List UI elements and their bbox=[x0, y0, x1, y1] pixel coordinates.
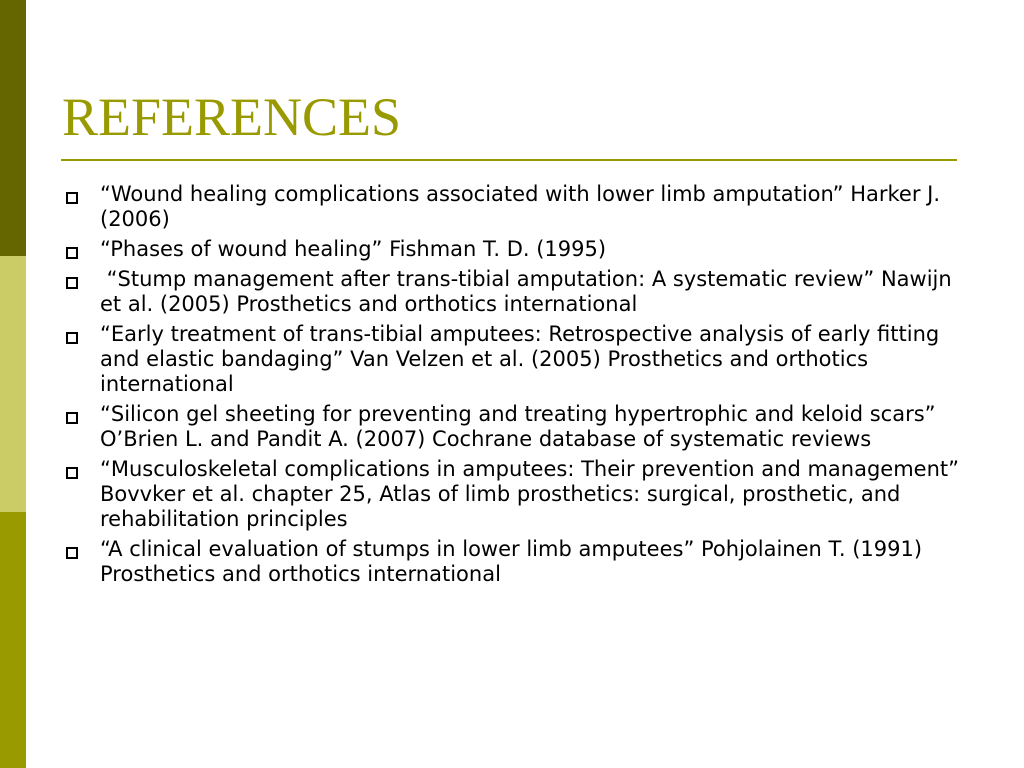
list-item bbox=[66, 402, 966, 452]
reference-text: “Musculoskeletal complications in amputees: Their prevention and management” Bovvker et al. chapter 25, Atlas of limb prosthetics: surgical, prosthetic, and rehabilitation principles bbox=[100, 457, 960, 531]
square-bullet-icon bbox=[66, 192, 78, 204]
list-item bbox=[66, 267, 966, 317]
side-bar-olive bbox=[0, 512, 26, 768]
list-item bbox=[66, 182, 966, 232]
title-divider bbox=[61, 159, 957, 161]
side-bar-light bbox=[0, 256, 26, 512]
square-bullet-icon bbox=[66, 332, 78, 344]
reference-list bbox=[66, 182, 966, 592]
reference-text: “A clinical evaluation of stumps in lower limb amputees” Pohjolainen T. (1991) Prosthetics and orthotics international bbox=[100, 537, 923, 586]
square-bullet-icon bbox=[66, 247, 78, 259]
reference-text: “Early treatment of trans-tibial amputees: Retrospective analysis of early fitting and elastic bandaging” Van Velzen et al. (2005) Prosthetics and orthotics international bbox=[100, 322, 940, 396]
list-item bbox=[66, 237, 966, 262]
slide-title: REFERENCES bbox=[62, 87, 402, 147]
square-bullet-icon bbox=[66, 277, 78, 289]
reference-text: “Stump management after trans-tibial amputation: A systematic review” Nawijn et al. (2005) Prosthetics and orthotics international bbox=[100, 267, 952, 316]
square-bullet-icon bbox=[66, 467, 78, 479]
list-item bbox=[66, 457, 966, 532]
square-bullet-icon bbox=[66, 547, 78, 559]
reference-text: “Wound healing complications associated with lower limb amputation” Harker J. (2006) bbox=[100, 182, 941, 231]
reference-text: “Phases of wound healing” Fishman T. D. (1995) bbox=[100, 237, 607, 261]
square-bullet-icon bbox=[66, 412, 78, 424]
list-item bbox=[66, 322, 966, 397]
side-bar-dark bbox=[0, 0, 26, 256]
reference-text: “Silicon gel sheeting for preventing and treating hypertrophic and keloid scars” O’Brien L. and Pandit A. (2007) Cochrane database of systematic reviews bbox=[100, 402, 936, 451]
list-item bbox=[66, 537, 966, 587]
